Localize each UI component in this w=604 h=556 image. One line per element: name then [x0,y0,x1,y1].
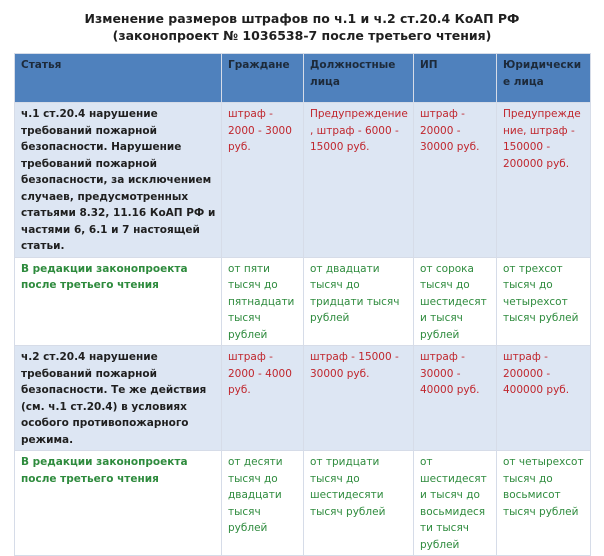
row-legal-fine: от четырехсот тысяч до восьмисот тысяч рублей [497,451,591,556]
table-row [15,451,591,556]
row-citizens-fine: от пяти тысяч до пятнадцати тысяч рублей [222,257,304,346]
table-row [15,103,591,258]
row-article-desc: В редакции законопроекта после третьего чтения [15,451,222,556]
row-ip-fine: от шестидесяти тысяч до восьмидесяти тысяч рублей [414,451,497,556]
header-ip: ИП [414,54,497,103]
row-ip-fine: от сорока тысяч до шестидесяти тысяч рублей [414,257,497,346]
title-line-2: (законопроект № 1036538-7 после третьего чтения) [112,28,492,43]
row-officials-fine: от двадцати тысяч до тридцати тысяч рублей [304,257,414,346]
row-citizens-fine: штраф - 2000 - 4000 руб. [222,346,304,451]
row-legal-fine: Предупреждение, штраф - 150000 - 200000 руб. [497,103,591,258]
header-citizens: Граждане [222,54,304,103]
row-legal-fine: штраф - 200000 - 400000 руб. [497,346,591,451]
table-header-row [15,54,591,103]
row-ip-fine: штраф - 20000 - 30000 руб. [414,103,497,258]
title-line-1: Изменение размеров штрафов по ч.1 и ч.2 ст.20.4 КоАП РФ [84,11,520,26]
row-ip-fine: штраф - 30000 - 40000 руб. [414,346,497,451]
row-article-desc: ч.2 ст.20.4 нарушение требований пожарной безопасности. Те же действия (см. ч.1 ст.20.4) в условиях особого противопожарного режима. [15,346,222,451]
document-title [0,10,604,44]
row-officials-fine: штраф - 15000 - 30000 руб. [304,346,414,451]
table-row [15,346,591,451]
row-article-desc: В редакции законопроекта после третьего чтения [15,257,222,346]
header-officials: Должностные лица [304,54,414,103]
table-row [15,257,591,346]
row-officials-fine: Предупреждение, штраф - 6000 - 15000 руб. [304,103,414,258]
header-article: Статья [15,54,222,103]
row-citizens-fine: штраф - 2000 - 3000 руб. [222,103,304,258]
row-officials-fine: от тридцати тысяч до шестидесяти тысяч рублей [304,451,414,556]
row-citizens-fine: от десяти тысяч до двадцати тысяч рублей [222,451,304,556]
row-article-desc: ч.1 ст.20.4 нарушение требований пожарной безопасности. Нарушение требований пожарной безопасности, за исключением случаев, предусмотренных статьями 8.32, 11.16 КоАП РФ и частями 6, 6.1 и 7 настоящей статьи. [15,103,222,258]
fines-table [14,53,591,556]
header-legal-entities: Юридические лица [497,54,591,103]
row-legal-fine: от трехсот тысяч до четырехсот тысяч рублей [497,257,591,346]
